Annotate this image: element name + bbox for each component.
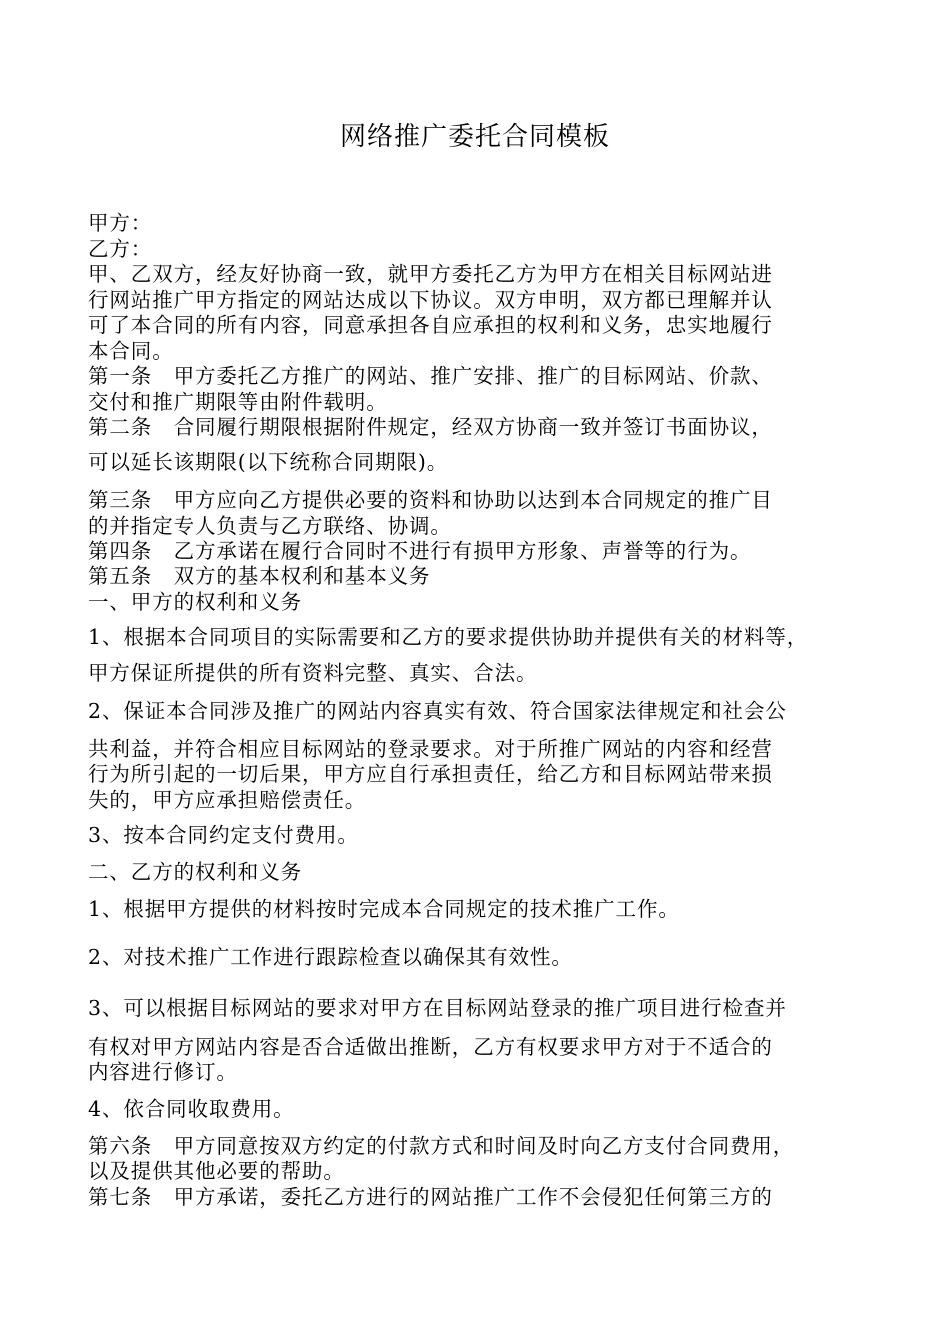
article-4-line: 第四条 乙方承诺在履行合同时不进行有损甲方形象、声誉等的行为。	[88, 539, 752, 563]
section-heading-party-a: 一、甲方的权利和义务	[88, 590, 302, 614]
article-3-line: 第三条 甲方应向乙方提供必要的资料和协助以达到本合同规定的推广目	[88, 488, 773, 512]
party-a-item-2: 2、保证本合同涉及推广的网站内容真实有效、符合国家法律规定和社会公	[88, 699, 787, 723]
party-a-line: 甲方：	[88, 211, 153, 235]
article-1-line: 第一条 甲方委托乙方推广的网站、推广安排、推广的目标网站、价款、	[88, 364, 773, 388]
article-2-line: 第二条 合同履行期限根据附件规定，经双方协商一致并签订书面协议，	[88, 415, 773, 439]
party-a-item-2: 共利益，并符合相应目标网站的登录要求。对于所推广网站的内容和经营	[88, 737, 773, 761]
party-b-item-2: 2、对技术推广工作进行跟踪检查以确保其有效性。	[88, 945, 573, 969]
preamble-line: 行网站推广甲方指定的网站达成以下协议。双方申明，双方都已理解并认	[88, 288, 773, 312]
party-a-item-2: 行为所引起的一切后果，甲方应自行承担责任，给乙方和目标网站带来损	[88, 762, 773, 786]
article-5-line: 第五条 双方的基本权利和基本义务	[88, 564, 431, 588]
party-b-item-3: 3、可以根据目标网站的要求对甲方在目标网站登录的推广项目进行检查并	[88, 996, 787, 1020]
article-2-line: 可以延长该期限(以下统称合同期限)。	[88, 450, 449, 474]
document-title: 网络推广委托合同模板	[339, 122, 610, 152]
preamble-line: 本合同。	[88, 339, 174, 363]
party-b-item-4: 4、依合同收取费用。	[88, 1097, 295, 1121]
article-6-line: 第六条 甲方同意按双方约定的付款方式和时间及时向乙方支付合同费用，	[88, 1134, 795, 1158]
party-b-item-3: 内容进行修订。	[88, 1060, 238, 1084]
party-b-item-3: 有权对甲方网站内容是否合适做出推断，乙方有权要求甲方对于不适合的	[88, 1035, 773, 1059]
party-a-item-1: 甲方保证所提供的所有资料完整、真实、合法。	[88, 661, 538, 685]
party-a-item-2: 失的，甲方应承担赔偿责任。	[88, 788, 367, 812]
article-3-line: 的并指定专人负责与乙方联络、协调。	[88, 514, 452, 538]
section-heading-party-b: 二、乙方的权利和义务	[88, 860, 302, 884]
preamble-line: 可了本合同的所有内容，同意承担各自应承担的权利和义务，忠实地履行	[88, 313, 773, 337]
party-a-item-3: 3、按本合同约定支付费用。	[88, 823, 359, 847]
party-b-line: 乙方：	[88, 237, 153, 261]
article-1-line: 交付和推广期限等由附件载明。	[88, 390, 388, 414]
article-6-line: 以及提供其他必要的帮助。	[88, 1159, 345, 1183]
article-7-line: 第七条 甲方承诺，委托乙方进行的网站推广工作不会侵犯任何第三方的	[88, 1185, 773, 1209]
preamble-line: 甲、乙双方，经友好协商一致，就甲方委托乙方为甲方在相关目标网站进	[88, 262, 773, 286]
party-a-item-1: 1、根据本合同项目的实际需要和乙方的要求提供协助并提供有关的材料等，	[88, 625, 809, 649]
party-b-item-1: 1、根据甲方提供的材料按时完成本合同规定的技术推广工作。	[88, 897, 680, 921]
